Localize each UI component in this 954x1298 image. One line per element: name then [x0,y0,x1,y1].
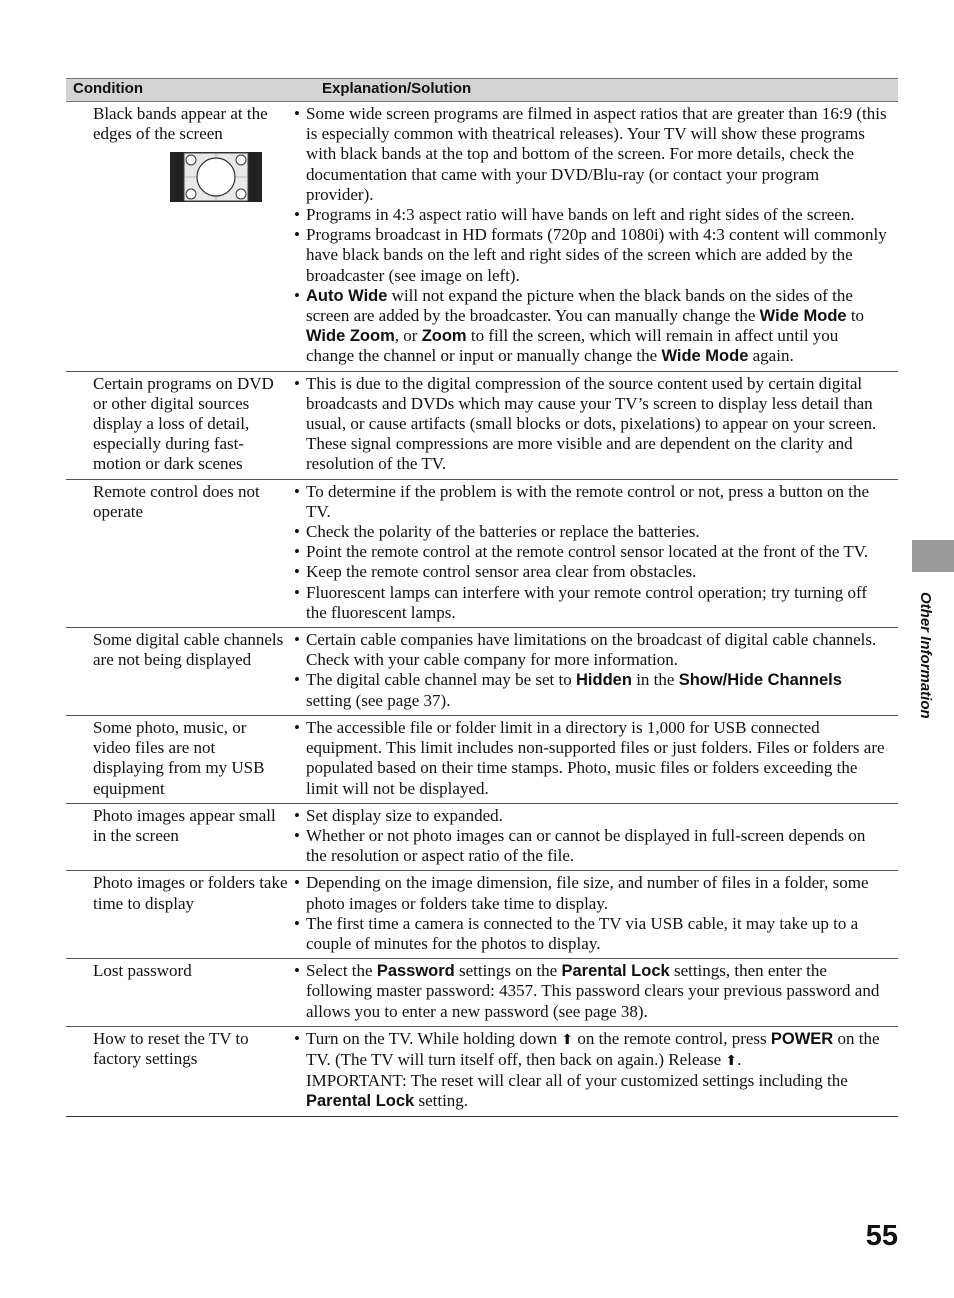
text-run: Select the [306,961,377,981]
list-item [294,583,890,623]
explanation-cell [294,102,898,371]
text-run: Fluorescent lamps can interfere with your remote control operation; try turning off the fluorescent lamps. [306,582,867,622]
list-item [294,522,890,542]
text-run: Point the remote control at the remote control sensor located at the front of the TV. [306,542,869,562]
condition-cell [66,102,294,371]
menu-term: Zoom [421,327,467,346]
bullet-icon: • [294,670,300,690]
up-arrow-icon: ⬆ [561,1031,574,1048]
bullet-icon: • [294,225,300,245]
text-run: This is due to the digital compression of the source content used by certain digital broadcasts and DVDs which may cause your TV’s screen to display less detail than usual, or cause artifacts (small blocks or dots, pixelations) to appear on your screen. These signal compressions are more visible and are dependent on the clarity and resolution of the TV. [306,373,877,474]
bullet-icon: • [294,522,300,542]
menu-term: Wide Zoom [306,327,395,346]
menu-term: Parental Lock [561,962,670,981]
table-row [66,372,898,480]
menu-term: Parental Lock [306,1092,415,1111]
menu-term: Show/Hide Channels [678,671,842,690]
table-row [66,871,898,959]
menu-term: Auto Wide [306,286,388,305]
table-row [66,804,898,872]
text-run: on the TV. (The TV will turn itself off, then back on again.) Release [306,1028,880,1069]
table-header [66,78,898,102]
solution-list [294,806,890,867]
page-number: 55 [865,1220,898,1252]
text-run: Whether or not photo images can or cannot be displayed in full-screen depends on the resolution or aspect ratio of the file. [306,825,866,866]
table-row [66,628,898,716]
text-run: to [846,306,865,326]
explanation-cell [294,804,898,871]
table-row [66,959,898,1027]
list-item [294,670,890,710]
list-item [294,914,890,954]
condition-text: Some photo, music, or video files are not displaying from my USB equipment [93,717,265,798]
bullet-icon: • [294,717,300,737]
condition-cell [66,372,294,479]
list-item [294,961,890,1022]
bullet-icon: • [294,805,300,825]
text-run: To determine if the problem is with the remote control or not, press a button on the TV. [306,481,869,521]
bullet-icon: • [294,562,300,582]
text-run: Programs broadcast in HD formats (720p and 1080i) with 4:3 content will commonly have black bands on the left and right sides of the screen which are added by the broadcaster (see image on left). [306,225,887,285]
bullet-icon: • [294,825,300,845]
explanation-cell [294,959,898,1026]
list-item [294,630,890,670]
table-row [66,716,898,804]
bullet-icon: • [294,630,300,650]
condition-text: How to reset the TV to factory settings [93,1028,249,1068]
text-run: Check the polarity of the batteries or replace the batteries. [306,522,700,542]
explanation-cell [294,628,898,715]
bullet-icon: • [294,205,300,225]
condition-text: Lost password [93,961,192,981]
text-run: Certain cable companies have limitations on the broadcast of digital cable channels. Check with your cable company for more information. [306,630,877,670]
menu-term: Password [376,962,455,981]
section-label [915,592,935,762]
list-item [294,562,890,582]
list-item [294,806,890,826]
text-run: Set display size to expanded. [306,805,503,825]
text-run: Keep the remote control sensor area clear from obstacles. [306,562,697,582]
troubleshooting-table [66,78,898,1117]
solution-list [294,104,890,367]
header-explanation: Explanation/Solution [322,80,472,97]
condition-cell [66,716,294,803]
condition-cell [66,959,294,1026]
condition-cell [66,628,294,715]
text-run: setting. [414,1091,469,1111]
black-bands-illustration [170,152,262,202]
explanation-cell [294,1027,898,1116]
list-item [294,1029,890,1071]
menu-term: POWER [770,1029,834,1048]
text-run: settings on the [454,961,562,981]
text-run: IMPORTANT: The reset will clear all of your customized settings including the [306,1071,848,1091]
condition-text: Black bands appear at the edges of the screen [93,104,268,144]
bullet-icon: • [294,285,300,305]
table-body [66,102,898,1117]
section-tab [912,540,954,572]
list-item [294,542,890,562]
bullet-icon: • [294,542,300,562]
text-run: settings, then enter the following master password: 4357. This password clears your previous password and allows you to enter a new password (see page 38). [306,961,880,1021]
condition-text: Photo images appear small in the screen [93,805,276,845]
list-item [294,104,890,205]
text-run: on the remote control, press [573,1028,771,1048]
bullet-icon: • [294,582,300,602]
list-item [294,286,890,367]
condition-cell [66,871,294,958]
solution-list [294,1029,890,1071]
condition-cell [66,1027,294,1116]
bullet-icon: • [294,873,300,893]
bullet-icon: • [294,373,300,393]
bullet-icon: • [294,961,300,981]
table-row [66,480,898,628]
text-run: setting (see page 37). [306,690,451,710]
solution-list [294,482,890,623]
condition-text: Certain programs on DVD or other digital sources display a loss of detail, especially during fast-motion or dark scenes [93,373,274,474]
explanation-cell [294,480,898,627]
table-row [66,102,898,372]
important-note [294,1071,890,1111]
text-run: in the [631,670,679,690]
menu-term: Hidden [576,671,632,690]
list-item [294,374,890,475]
text-run: Turn on the TV. While holding down [306,1028,562,1048]
text-run: will not expand the picture when the black bands on the sides of the screen are added by the broadcaster. You can manually change the [306,285,853,326]
text-run: Some wide screen programs are filmed in aspect ratios that are greater than 16:9 (this is especially common with theatrical releases). Your TV will show these programs with black bands at the top and bottom of the screen. For more details, check the documentation that came with your DVD/Blu-ray (or contact your program provider). [306,104,887,204]
condition-text: Some digital cable channels are not being displayed [93,630,284,670]
solution-list [294,374,890,475]
list-item [294,225,890,286]
explanation-cell [294,372,898,479]
condition-text: Photo images or folders take time to display [93,873,288,913]
condition-text: Remote control does not operate [93,481,260,521]
explanation-cell [294,716,898,803]
header-condition: Condition [73,80,143,97]
bullet-icon: • [294,913,300,933]
solution-list [294,718,890,799]
list-item [294,482,890,522]
text-run: . [737,1049,742,1069]
condition-cell [66,804,294,871]
text-run: again. [748,346,794,366]
solution-list [294,961,890,1022]
condition-cell [66,480,294,627]
bullet-icon: • [294,104,300,123]
list-item [294,205,890,225]
text-run: Depending on the image dimension, file size, and number of files in a folder, some photo images or folders take time to display. [306,873,869,913]
bullet-icon: • [294,481,300,501]
explanation-cell [294,871,898,958]
menu-term: Wide Mode [661,347,749,366]
solution-list [294,873,890,954]
section-label-text: Other Information [917,592,934,719]
list-item [294,718,890,799]
text-run: The digital cable channel may be set to [306,670,577,690]
bullet-icon: • [294,1028,300,1048]
text-run: , or [394,326,422,346]
up-arrow-icon: ⬆ [725,1052,738,1069]
list-item [294,826,890,866]
solution-list [294,630,890,711]
text-run: The accessible file or folder limit in a directory is 1,000 for USB connected equipment. This limit includes non-supported files or just folders. Files or folders are populated based on their time stamps. Photo, music files or folders exceeding the limit will not be displayed. [306,717,885,798]
menu-term: Wide Mode [759,307,847,326]
list-item [294,873,890,913]
text-run: to fill the screen, which will remain in affect until you change the channel or input or manually change the [306,326,839,366]
text-run: The first time a camera is connected to the TV via USB cable, it may take up to a couple of minutes for the photos to display. [306,913,859,953]
table-row [66,1027,898,1117]
text-run: Programs in 4:3 aspect ratio will have bands on left and right sides of the screen. [306,205,855,225]
